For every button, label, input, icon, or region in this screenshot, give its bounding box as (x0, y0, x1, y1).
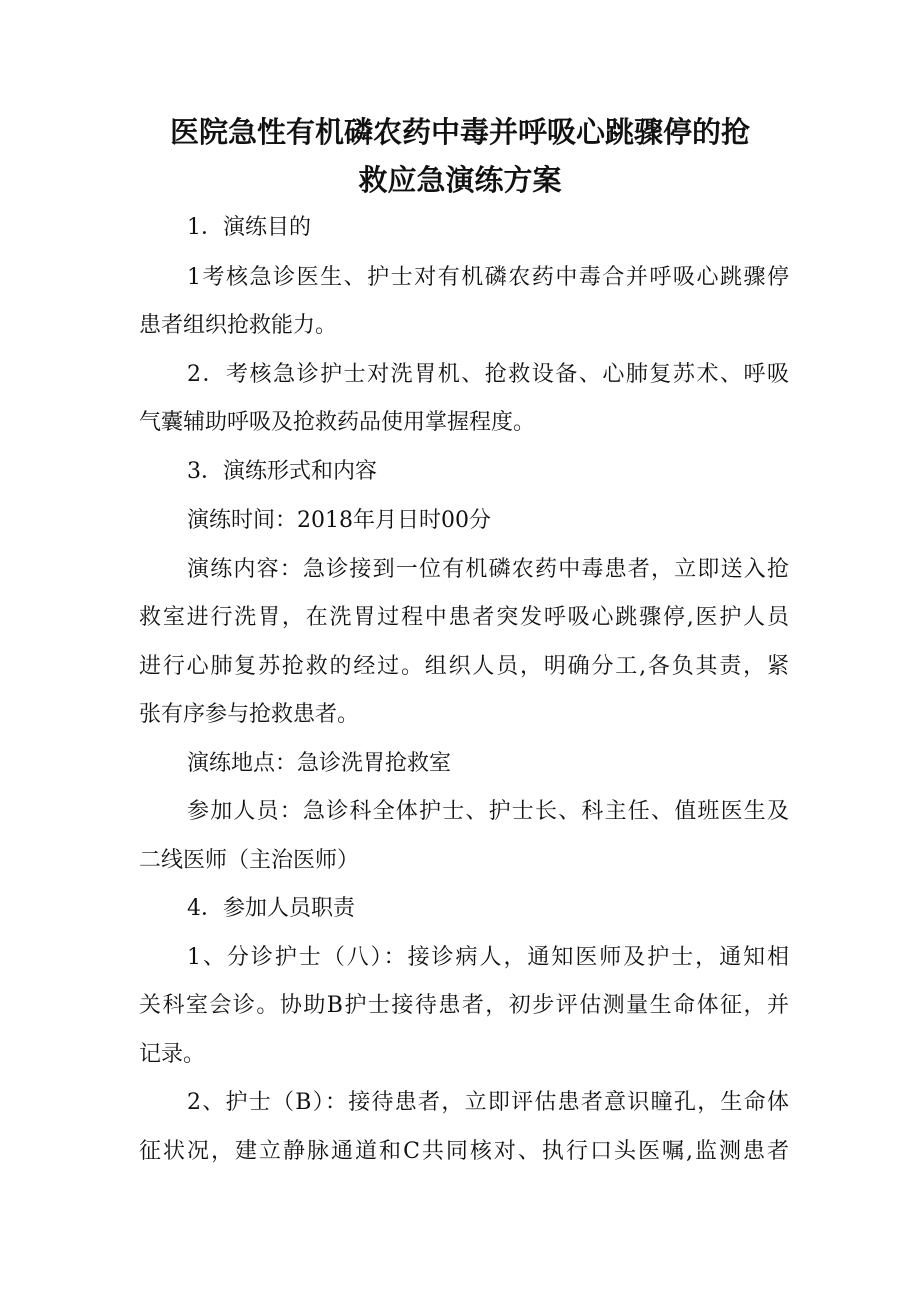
paragraph-line: 1考核急诊医生、护士对有机磷农药中毒合并呼吸心跳骤停 (187, 265, 789, 290)
drill-location: 演练地点：急诊洗胃抢救室 (187, 751, 452, 776)
section-heading-duties: 4．参加人员职责 (187, 896, 355, 921)
section-heading-format: 3．演练形式和内容 (187, 459, 377, 484)
paragraph-line: 演练内容：急诊接到一位有机磷农药中毒患者，立即送入抢 (187, 557, 789, 582)
section-heading-purpose: 1．演练目的 (187, 215, 311, 240)
paragraph-line: 征状况，建立静脉通道和C共同核对、执行口头医嘱,监测患者 (139, 1139, 789, 1164)
drill-time: 演练时间：2018年月日时00分 (187, 508, 491, 533)
paragraph-line: 进行心肺复苏抢救的经过。组织人员，明确分工,各负其责，紧 (139, 654, 789, 679)
paragraph-line: 张有序参与抢救患者。 (139, 702, 360, 727)
paragraph-line: 1、分诊护士（八）：接诊病人，通知医师及护士，通知相 (187, 945, 789, 970)
paragraph-line: 气囊辅助呼吸及抢救药品使用掌握程度。 (139, 410, 536, 435)
paragraph-line: 患者组织抢救能力。 (139, 313, 338, 338)
paragraph-line: 2．考核急诊护士对洗胃机、抢救设备、心肺复苏术、呼吸 (187, 362, 789, 387)
paragraph-line: 救室进行洗胃，在洗胃过程中患者突发呼吸心跳骤停,医护人员 (139, 605, 789, 630)
document-title-line-2: 救应急演练方案 (358, 163, 562, 197)
paragraph-line: 记录。 (139, 1042, 206, 1067)
paragraph-line: 2、护士（B）：接待患者，立即评估患者意识瞳孔，生命体 (187, 1090, 789, 1115)
paragraph-line: 参加人员：急诊科全体护士、护士长、科主任、值班医生及 (187, 799, 789, 824)
paragraph-line: 关科室会诊。协助B护士接待患者，初步评估测量生命体征，并 (139, 993, 789, 1018)
document-title-line-1: 医院急性有机磷农药中毒并呼吸心跳骤停的抢 (169, 115, 750, 149)
paragraph-line: 二线医师（主治医师） (139, 848, 360, 873)
